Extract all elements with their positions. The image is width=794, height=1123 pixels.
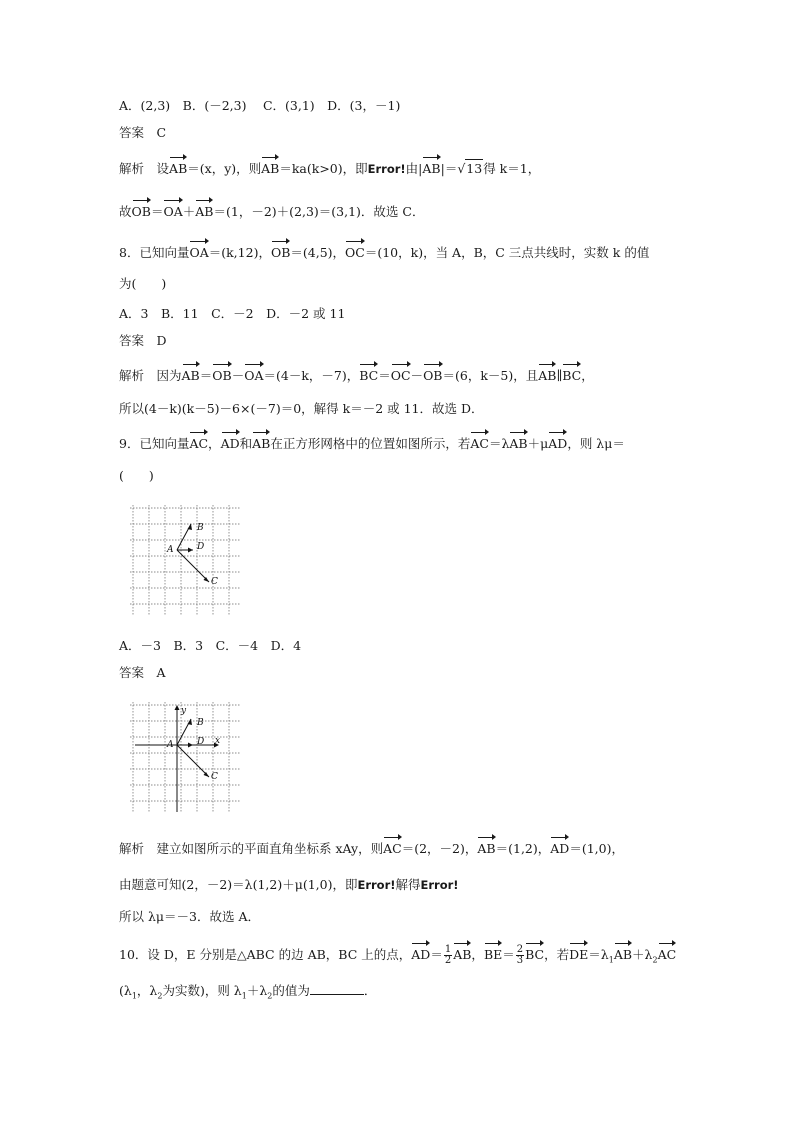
q9-answer	[119, 664, 166, 682]
text: ＝	[430, 947, 443, 962]
q8-analysis-line-2: 所以(4－k)(k－5)－6×(－7)＝0，解得 k＝－2 或 11．故选 D．	[119, 401, 484, 416]
text: ＝(1,2)，	[495, 841, 551, 856]
vector: OA	[163, 204, 183, 219]
text: ∥	[556, 368, 563, 383]
vector: AD	[220, 436, 240, 451]
text: ，	[581, 368, 594, 383]
answer-label: 答案	[119, 665, 145, 680]
q9-analysis-line-3: 所以 λμ＝－3．故选 A．	[119, 909, 260, 924]
q8-analysis-line-1	[119, 367, 594, 385]
text: ＝ka(k>0)，即	[279, 161, 368, 176]
vector: AB	[169, 161, 188, 176]
text: ＝(4－k，－7)，	[263, 368, 360, 383]
text: ＝(4,5)，	[290, 245, 346, 260]
text: 解得	[395, 877, 421, 892]
error-placeholder: Error!	[357, 878, 396, 892]
subscript: 2	[652, 955, 658, 965]
vector: BC	[562, 368, 582, 383]
label-y: y	[181, 706, 187, 716]
q7-options: A．(2,3) B．(－2,3) C．(3,1) D．(3，－1)	[119, 98, 401, 113]
text: ＋λ	[632, 947, 653, 962]
text: ，	[471, 947, 484, 962]
text: 为实数)，则 λ	[162, 983, 242, 998]
vector: AB	[509, 436, 528, 451]
text: ＝	[199, 368, 213, 383]
label-d: D	[197, 737, 205, 747]
vector: AB	[261, 161, 280, 176]
label-c: C	[211, 577, 218, 587]
text: ，	[208, 436, 221, 451]
answer-label: 答案	[119, 333, 145, 348]
subscript: 2	[157, 991, 163, 1001]
text: ＝(10，k)，当 A，B，C 三点共线时，实数 k 的值	[364, 245, 650, 260]
answer-blank[interactable]	[310, 982, 364, 995]
q8-stem-line-1	[119, 244, 649, 262]
vector: AB	[252, 436, 271, 451]
text: 和	[239, 436, 253, 451]
text: ＝(k,12)，	[208, 245, 271, 260]
text: (λ	[119, 983, 132, 998]
text: ＋μ	[527, 436, 549, 451]
fraction-one-half	[444, 945, 452, 966]
q9-stem-line-2: ( )	[119, 468, 154, 483]
text: ＝	[150, 204, 164, 219]
grid-figure-2	[125, 697, 245, 817]
answer-value: C	[156, 125, 167, 140]
vector: AB	[538, 368, 557, 383]
vector: AB	[453, 947, 472, 962]
denominator: 2	[444, 955, 452, 966]
text: 的值为	[272, 983, 310, 998]
subscript: 2	[267, 991, 273, 1001]
q8-answer	[119, 332, 167, 350]
subscript: 1	[241, 991, 247, 1001]
text: 8．已知向量	[119, 245, 190, 260]
text: ＝(1，－2)＋(2,3)＝(3,1)．故选 C．	[213, 204, 425, 219]
label-d: D	[197, 542, 205, 552]
analysis-label: 解析	[119, 368, 145, 383]
text: 在正方形网格中的位置如图所示，若	[270, 436, 471, 451]
text: ，则 λμ＝	[567, 436, 625, 451]
vectors	[177, 524, 209, 582]
text: 9．已知向量	[119, 436, 190, 451]
q9-stem-line-1	[119, 435, 625, 453]
answer-label: 答案	[119, 125, 145, 140]
text: ＝λ	[488, 436, 510, 451]
text: ＝	[502, 947, 515, 962]
vector: BC	[525, 947, 545, 962]
vector: AB	[181, 368, 200, 383]
label-b: B	[197, 718, 204, 728]
text: －	[410, 368, 424, 383]
text: ＋	[182, 204, 196, 219]
vectors	[177, 719, 209, 777]
text: ，λ	[136, 983, 158, 998]
vector: OC	[390, 368, 411, 383]
axes	[135, 707, 217, 812]
error-placeholder: Error!	[367, 162, 406, 176]
answer-value: D	[156, 333, 167, 348]
numerator: 1	[444, 944, 452, 955]
vector: OB	[131, 204, 151, 219]
text: 故	[119, 204, 132, 219]
vector: AD	[411, 947, 431, 962]
q8-options: A．3 B．11 C．－2 D．－2 或 11	[119, 306, 346, 321]
vector: AB	[477, 841, 496, 856]
q9-analysis-line-2	[119, 876, 459, 894]
answer-value: A	[156, 665, 166, 680]
denominator: 3	[516, 955, 524, 966]
vector: OC	[345, 245, 365, 260]
text: 得 k＝1，	[483, 161, 541, 176]
text: ＝(6，k－5)，且	[442, 368, 539, 383]
text: ＝λ	[588, 947, 609, 962]
grid-figure-1	[125, 500, 245, 620]
vector-ac	[177, 550, 209, 582]
subscript: 1	[608, 955, 614, 965]
error-placeholder: Error!	[420, 878, 459, 892]
label-a: A	[167, 740, 174, 750]
text: ＝(2，－2)，	[401, 841, 478, 856]
grid-lines	[130, 702, 240, 812]
vector: OA	[244, 368, 264, 383]
text: ＝	[378, 368, 391, 383]
text: ，若	[544, 947, 570, 962]
vector: AC	[189, 436, 209, 451]
vector: AB	[195, 204, 214, 219]
vector: BC	[359, 368, 379, 383]
fraction-two-thirds	[516, 945, 524, 966]
text: 设	[156, 161, 170, 176]
numerator: 2	[516, 944, 524, 955]
vector: AC	[383, 841, 402, 856]
label-x: x	[215, 736, 221, 746]
text: ．	[363, 983, 377, 998]
text: 建立如图所示的平面直角坐标系 xAy，则	[144, 841, 384, 856]
text: 因为	[144, 368, 182, 383]
vector: AB	[422, 161, 441, 176]
q7-analysis-line-2	[119, 203, 424, 221]
text: |＝	[440, 161, 458, 176]
q9-options: A．－3 B．3 C．－4 D．4	[119, 638, 302, 653]
q7-answer	[119, 124, 166, 142]
vector: OB	[270, 245, 291, 260]
label-a: A	[167, 545, 174, 555]
vector: AD	[550, 841, 570, 856]
q10-stem-line-2	[119, 982, 376, 1006]
text: 由|	[405, 161, 423, 176]
q8-stem-line-2: 为( )	[119, 276, 167, 291]
vector: AD	[548, 436, 568, 451]
analysis-label: 解析	[119, 161, 145, 176]
grid-lines	[130, 505, 240, 615]
vector-ac	[177, 745, 209, 777]
vector: AC	[657, 947, 677, 962]
label-c: C	[211, 772, 218, 782]
label-b: B	[197, 523, 204, 533]
text: ＝(x，y)，则	[187, 161, 262, 176]
text: ＋λ	[246, 983, 268, 998]
q7-analysis-line-1: 解析 设AB＝(x，y)，则AB＝ka(k>0)，即Error!由|AB|＝√13得 k＝1，	[119, 161, 541, 176]
text: 10．设 D，E 分别是△ABC 的边 AB，BC 上的点，	[119, 947, 412, 962]
analysis-label: 解析	[119, 841, 145, 856]
text: －	[231, 368, 245, 383]
vector: BE	[483, 947, 503, 962]
vector: DE	[569, 947, 589, 962]
sqrt-value: 13	[466, 161, 483, 176]
vector: AB	[613, 947, 633, 962]
vector: OA	[189, 245, 209, 260]
vector: OB	[212, 368, 232, 383]
q10-stem-line-1	[119, 945, 676, 970]
subscript: 1	[131, 991, 137, 1001]
text: 由题意可知(2，－2)＝λ(1,2)＋μ(1,0)，即	[119, 877, 358, 892]
vector: OB	[423, 368, 443, 383]
vector: AC	[470, 436, 489, 451]
q9-analysis-line-1	[119, 840, 624, 858]
text: ＝(1,0)，	[569, 841, 624, 856]
